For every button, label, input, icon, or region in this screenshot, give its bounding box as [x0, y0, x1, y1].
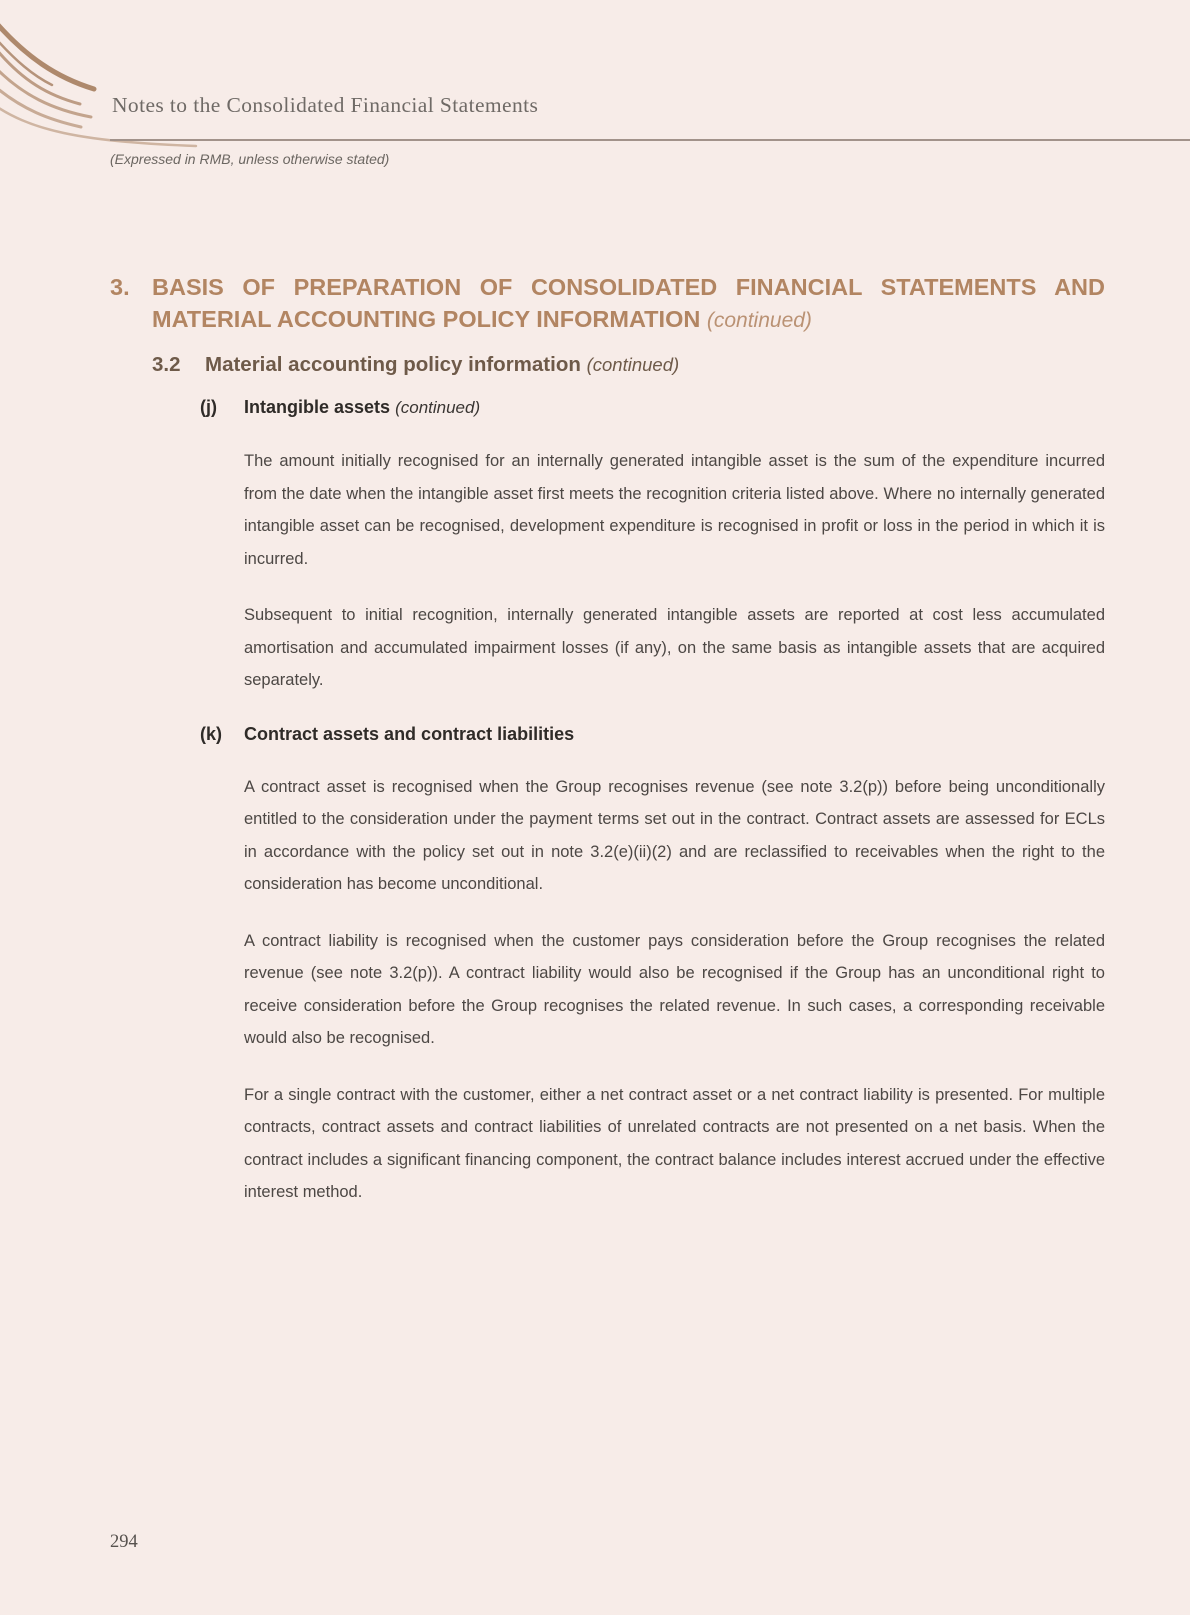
- body-paragraph: A contract liability is recognised when the customer pays consideration before the Group recognises the related revenue (see note 3.2(p)). A contract liability would also be recognised if the Group has an unconditional right to receive consideration before the Group recognises the related revenue. In such cases, a corresponding receivable would also be recognised.: [244, 931, 1105, 1047]
- item-continued: (continued): [395, 398, 481, 417]
- subsection-title: [205, 350, 679, 380]
- body-paragraph: Subsequent to initial recognition, internally generated intangible assets are reported at cost less accumulated amortisation and accumulated impairment losses (if any), on the same basis as intangible assets that are acquired separately.: [244, 606, 1105, 689]
- item-body: [244, 721, 1105, 1209]
- header-divider: [110, 139, 1190, 141]
- section-title-text: BASIS OF PREPARATION OF CONSOLIDATED FINANCIAL STATEMENTS AND MATERIAL ACCOUNTING POLICY INFORMATION: [152, 274, 1105, 332]
- section-heading: [110, 271, 1105, 337]
- body-paragraph: A contract asset is recognised when the Group recognises revenue (see note 3.2(p)) before being unconditionally entitled to the consideration under the payment terms set out in the contract. Contract assets are assessed for ECLs in accordance with the policy set out in note 3.2(e)(ii)(2) and are reclassified to receivables when the right to the consideration has become unconditional.: [244, 777, 1105, 893]
- policy-item-contract-assets: [200, 721, 1105, 1209]
- item-title-text: Intangible assets: [244, 397, 391, 417]
- page-title: Notes to the Consolidated Financial Statements: [112, 93, 539, 117]
- body-paragraph: The amount initially recognised for an internally generated intangible asset is the sum of the expenditure incurred from the date when the intangible asset first meets the recognition criteria listed above. Where no internally generated intangible asset can be recognised, development expenditure is recognised in profit or loss in the period in which it is incurred.: [244, 452, 1105, 568]
- item-title: [244, 721, 1105, 747]
- item-title-text: Contract assets and contract liabilities: [244, 723, 575, 744]
- item-title: [244, 394, 1105, 421]
- item-body: [244, 394, 1105, 697]
- subsection-continued: (continued): [586, 354, 680, 375]
- section-continued: (continued): [706, 309, 812, 332]
- body-paragraph: For a single contract with the customer, either a net contract asset or a net contract liability is presented. For multiple contracts, contract assets and contract liabilities of unrelated contracts are not presented on a net basis. When the contract includes a significant financing component, the contract balance includes interest accrued under the effective interest method.: [244, 1085, 1105, 1201]
- page-number: 294: [110, 1532, 138, 1552]
- subsection-heading: [152, 350, 1105, 380]
- main-content: [0, 271, 1190, 1209]
- item-label: (k): [200, 723, 222, 744]
- corner-swoosh-decoration: [0, 0, 210, 175]
- policy-item-intangible-assets: [200, 394, 1105, 697]
- subsection-number: 3.2: [152, 353, 181, 376]
- section-number: 3.: [110, 274, 130, 300]
- item-label: (j): [200, 397, 217, 417]
- subsection-title-text: Material accounting policy information: [205, 353, 581, 376]
- currency-note: (Expressed in RMB, unless otherwise stated): [110, 151, 390, 167]
- section-title: [152, 271, 1105, 337]
